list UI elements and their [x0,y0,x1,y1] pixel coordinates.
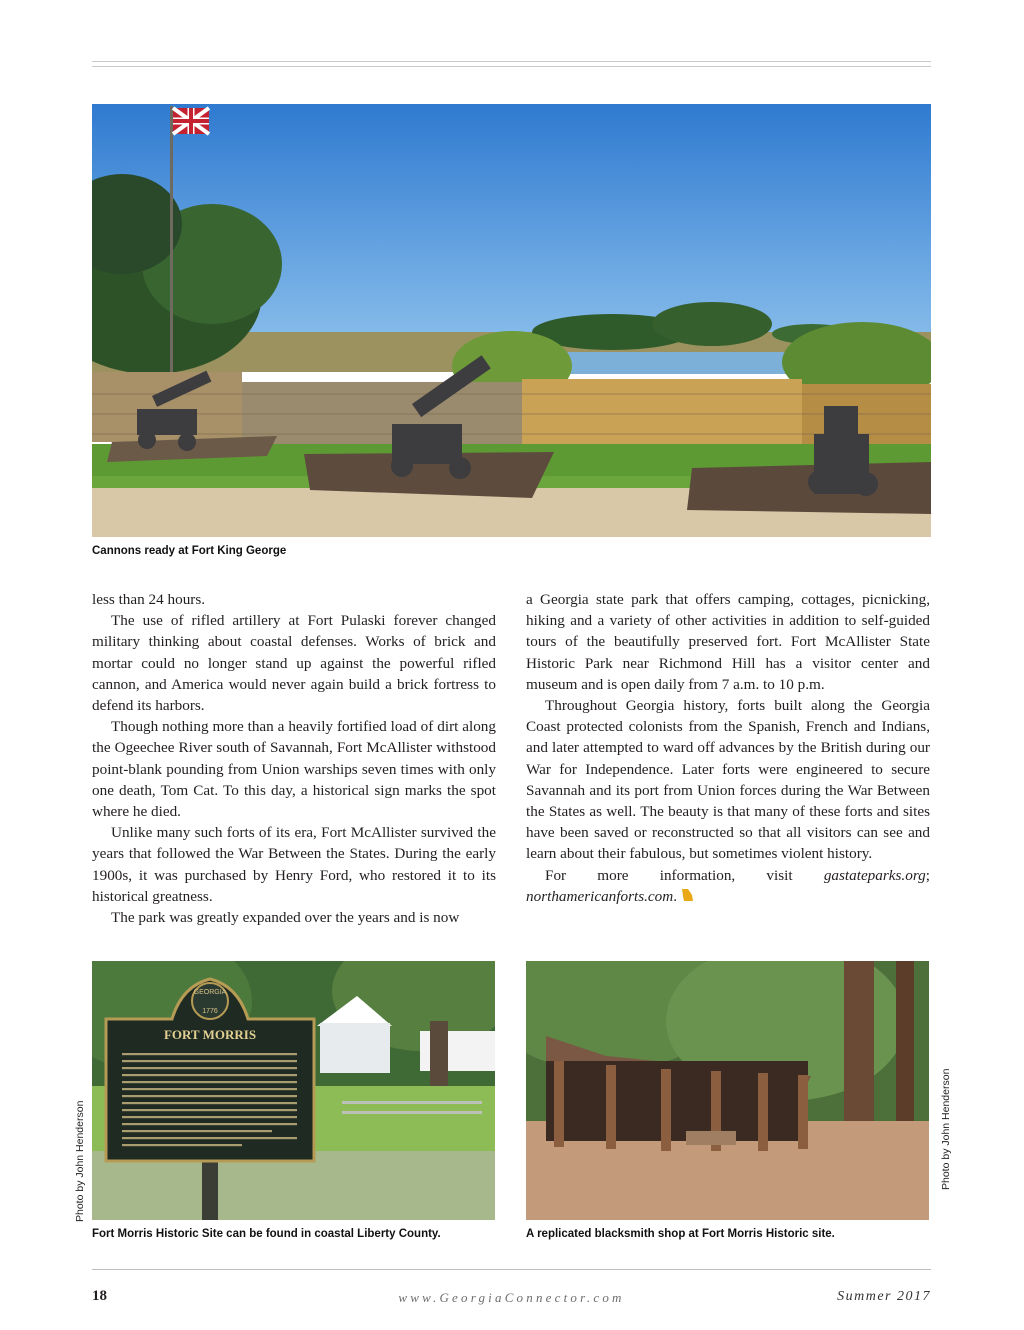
fort-morris-sign-photo [92,961,495,1220]
footer-website[interactable]: www.GeorgiaConnector.com [398,1290,625,1305]
right-column [526,589,930,907]
footer-rule [92,1269,931,1270]
sign-top-text: GEORGIA [193,989,227,996]
georgia-state-icon [680,888,694,902]
paragraph: Though nothing more than a heavily fortified load of dirt along the Ogeechee River south of Savannah, Fort McAllister withstood point-blank pounding from Union warships seven times with only one death, Tom Cat. To this day, a historical sign marks the spot where he died. [92,718,496,821]
photo-credit-left: Photo by John Henderson [74,1100,86,1222]
link-northamericanforts[interactable]: northamericanforts.com [526,887,674,905]
separator: ; [925,866,930,884]
paragraph: Throughout Georgia history, forts built along the Georgia Coast protected colonists from the Spanish, French and Indians, and later attempted to ward off advances by the British during our War for Independence. Later forts were engineered to secure Savannah and its port from Union forces during the War Between the States as well. The beauty is that many of these forts and sites have been saved or reconstructed so that all visitors can see and learn about their fabulous, but sometimes violent history. [526,697,930,863]
top-photo-caption: Cannons ready at Fort King George [92,545,287,557]
header-rule [92,61,931,62]
page-number: 18 [92,1288,107,1304]
paragraph: The use of rifled artillery at Fort Pulaski forever changed military thinking about coastal defenses. Works of brick and mortar could no longer stand up against the powerful rifled cannon, and America would never again build a brick fortress to defend its harbors. [92,612,496,715]
blacksmith-shop-photo [526,961,929,1220]
paragraph: Unlike many such forts of its era, Fort McAllister survived the years that followed the War Between the States. During the early 1900s, it was purchased by Henry Ford, who restored it to its historical greatness. [92,824,496,905]
paragraph: a Georgia state park that offers camping, cottages, picnicking, hiking and a variety of other activities in addition to self-guided tours of the beautifully preserved fort. Fort McAllister State Historic Park near Richmond Hill has a visitor center and museum and is open daily from 7 a.m. to 10 p.m. [526,591,930,693]
bottom-left-caption: Fort Morris Historic Site can be found in coastal Liberty County. [92,1228,441,1240]
more-info-paragraph [526,865,930,907]
paragraph: less than 24 hours. [92,591,206,608]
left-column [92,589,496,928]
bottom-right-caption: A replicated blacksmith shop at Fort Morris Historic site. [526,1228,835,1240]
paragraph: The park was greatly expanded over the years and is now [111,909,460,927]
more-info-lead: For more information, visit [545,866,824,884]
footer-issue: Summer 2017 [837,1289,931,1304]
cannons-photo [92,104,931,537]
link-gastateparks[interactable]: gastateparks.org [823,866,926,884]
header-rule-secondary [92,66,931,67]
sign-year-text: 1776 [202,1008,218,1015]
sign-title-text: FORT MORRIS [163,1027,257,1042]
photo-credit-right: Photo by John Henderson [940,1068,952,1190]
trailing-period: . [673,887,678,905]
